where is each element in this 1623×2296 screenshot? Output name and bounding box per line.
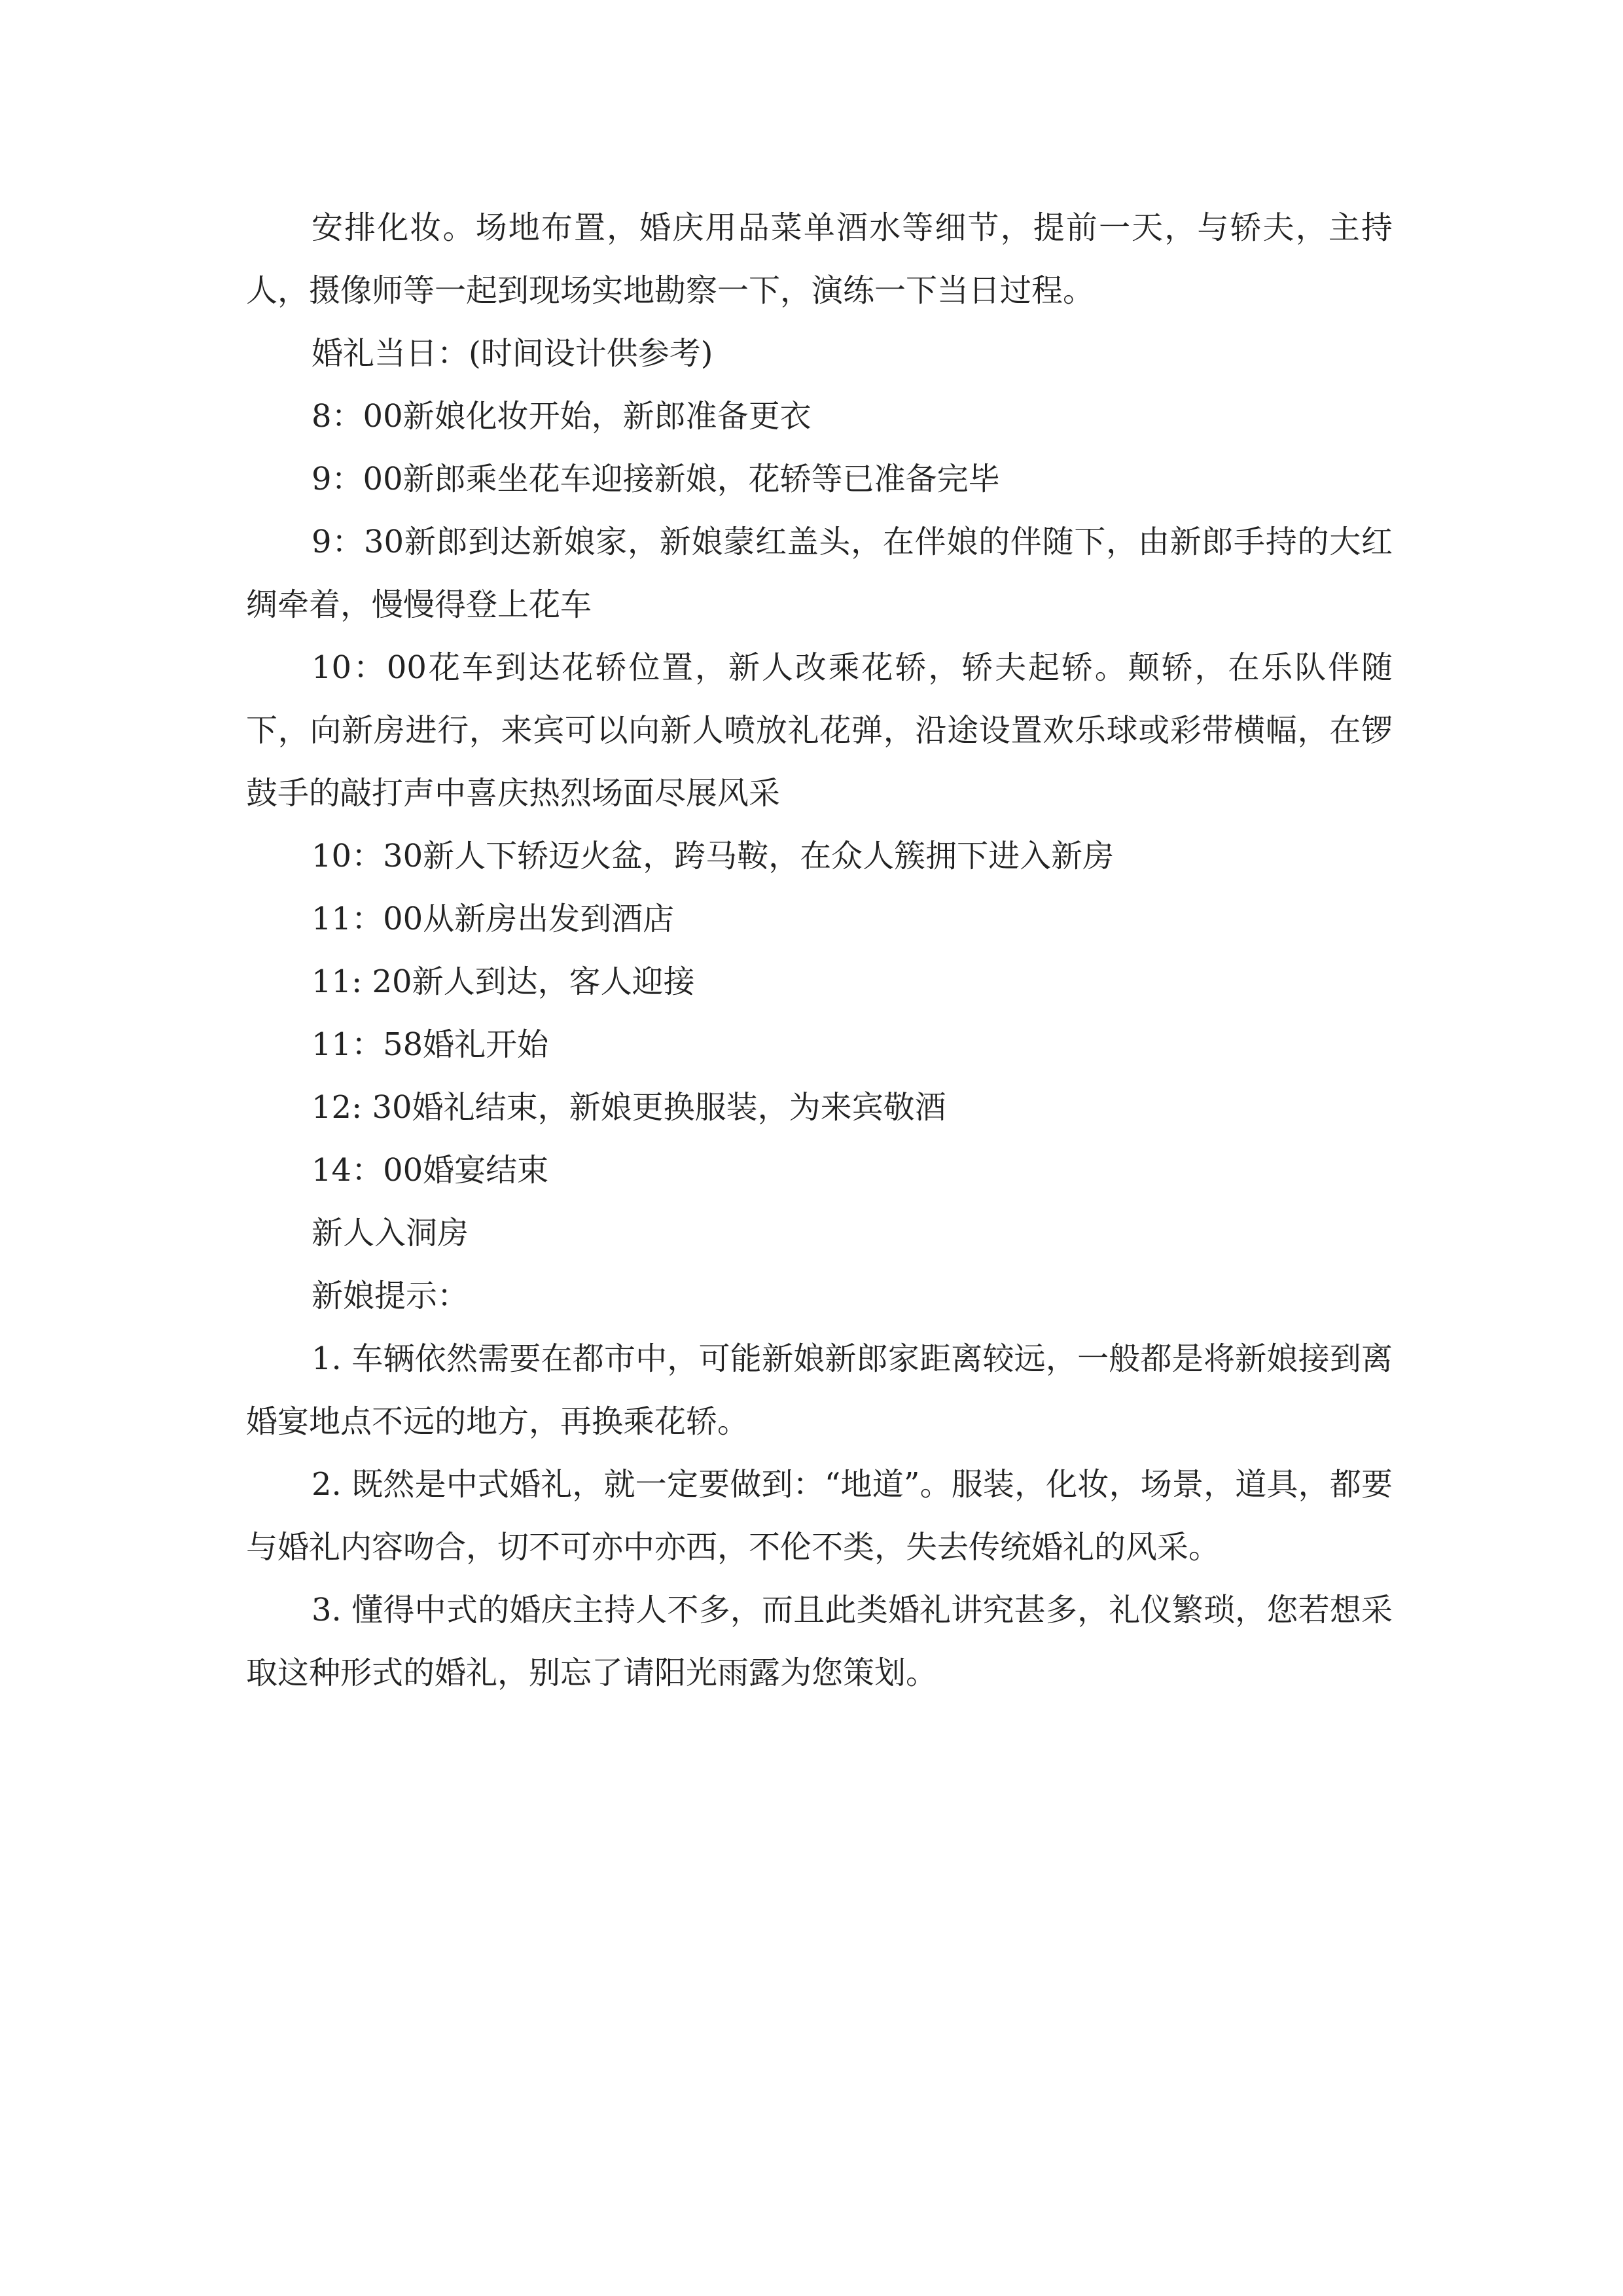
- document-body: [246, 196, 1393, 1704]
- schedule-item-1230: 12: 30婚礼结束，新娘更换服装，为来宾敬酒: [312, 1089, 946, 1126]
- paragraph-wedding-day-heading: 婚礼当日：(时间设计供参考): [312, 335, 713, 372]
- bride-tip-3: 3. 懂得中式的婚庆主持人不多，而且此类婚礼讲究甚多，礼仪繁琐，您若想采取这种形式的婚礼，别忘了请阳光雨露为您策划。: [246, 1592, 1393, 1691]
- schedule-item-1030: 10：30新人下轿迈火盆，跨马鞍，在众人簇拥下进入新房: [312, 838, 1115, 874]
- schedule-item-0900: 9：00新郎乘坐花车迎接新娘，花轿等已准备完毕: [312, 461, 1000, 497]
- schedule-item-1100: 11：00从新房出发到酒店: [312, 901, 675, 937]
- paragraph-intro-continuation: 安排化妆。场地布置，婚庆用品菜单酒水等细节，提前一天，与轿夫，主持人，摄像师等一起到现场实地勘察一下，演练一下当日过程。: [246, 209, 1393, 309]
- bride-tip-2: 2. 既然是中式婚礼，就一定要做到：“地道”。服装，化妆，场景，道具，都要与婚礼内容吻合，切不可亦中亦西，不伦不类，失去传统婚礼的风采。: [246, 1466, 1393, 1566]
- schedule-item-0930: 9：30新郎到达新娘家，新娘蒙红盖头，在伴娘的伴随下，由新郎手持的大红绸牵着，慢慢得登上花车: [246, 524, 1393, 623]
- schedule-item-1400: 14：00婚宴结束: [312, 1152, 549, 1189]
- schedule-item-0800: 8：00新娘化妆开始，新郎准备更衣: [312, 398, 812, 435]
- schedule-item-1000: 10：00花车到达花轿位置，新人改乘花轿，轿夫起轿。颠轿，在乐队伴随下，向新房进行，来宾可以向新人喷放礼花弹，沿途设置欢乐球或彩带横幅，在锣鼓手的敲打声中喜庆热烈场面尽展风采: [246, 649, 1393, 812]
- bride-tip-1: 1. 车辆依然需要在都市中，可能新娘新郎家距离较远，一般都是将新娘接到离婚宴地点不远的地方，再换乘花轿。: [246, 1340, 1393, 1440]
- schedule-item-final: 新人入洞房: [312, 1215, 469, 1251]
- bride-tips-heading: 新娘提示：: [312, 1278, 469, 1314]
- schedule-item-1158: 11：58婚礼开始: [312, 1026, 549, 1063]
- schedule-item-1120: 11: 20新人到达，客人迎接: [312, 963, 695, 1000]
